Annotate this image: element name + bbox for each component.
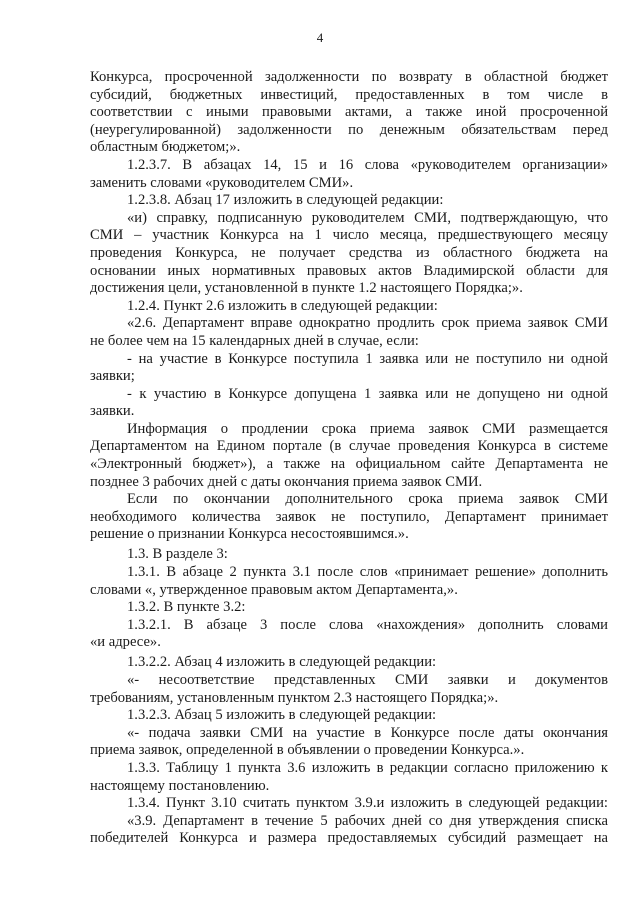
text-line: 1.3.4. Пункт 3.10 считать пунктом 3.9.и изложить в следующей редакции: [127, 795, 608, 812]
text-line: СМИ – участник Конкурса на 1 число месяца, предшествующего месяцу [90, 227, 608, 244]
document-body [90, 69, 608, 848]
text-line: «3.9. Департамент в течение 5 рабочих дней со дня утверждения списка [127, 812, 608, 829]
text-line: 1.2.3.8. Абзац 17 изложить в следующей редакции: [127, 192, 444, 209]
text-line: Департаментом на Едином портале (в случае проведения Конкурса в системе [90, 438, 608, 455]
text-line: Если по окончании дополнительного срока приема заявок СМИ [127, 491, 608, 508]
text-line: 1.3.2.2. Абзац 4 изложить в следующей редакции: [127, 654, 437, 671]
text-line: «и) справку, подписанную руководителем СМИ, подтверждающую, что [127, 209, 608, 226]
text-line: Конкурса, просроченной задолженности по возврату в областной бюджет [90, 69, 608, 85]
text-line: субсидий, бюджетных инвестиций, предоставленных в том числе в [90, 86, 608, 103]
text-line: «Электронный бюджет»), а также на официальном сайте Департамента не [90, 456, 608, 473]
text-line: 1.3.2.1. В абзаце 3 после слова «нахождения» дополнить словами [127, 616, 608, 633]
text-line: 1.2.4. Пункт 2.6 изложить в следующей редакции: [127, 297, 438, 314]
text-line: не более чем на 15 календарных дней в случае, если: [90, 332, 419, 349]
text-line: основании иных нормативных правовых актов Владимирской области для [90, 262, 608, 279]
text-line: 1.2.3.7. В абзацах 14, 15 и 16 слова «руководителем организации» [127, 156, 608, 173]
text-line: «- несоответствие представленных СМИ заявки и документов [127, 671, 608, 688]
text-line: - на участие в Конкурсе поступила 1 заявка или не поступило ни одной [127, 350, 608, 367]
text-line: проведения Конкурса, не получает средства из областного бюджета на [90, 244, 608, 261]
text-line: областным бюджетом;». [90, 139, 241, 156]
text-line: 1.3.2. В пункте 3.2: [127, 599, 246, 616]
text-line: словами «, утвержденное правовым актом Департамента,». [90, 581, 458, 598]
text-line: - к участию в Конкурсе допущена 1 заявка или не допущено ни одной [127, 385, 608, 402]
text-line: соответствии с иными правовыми актами, а также иной просроченной [90, 104, 608, 121]
text-line: достижения цели, установленной в пункте 1.2 настоящего Порядка;». [90, 280, 523, 297]
text-line: 1.3.1. В абзаце 2 пункта 3.1 после слов «принимает решение» дополнить [127, 564, 608, 581]
text-line: (неурегулированной) задолженности по денежным обязательствам перед [90, 121, 608, 138]
text-line: «и адресе». [90, 634, 161, 651]
text-line: заменить словами «руководителем СМИ». [90, 174, 354, 191]
text-line: 1.3. В разделе 3: [127, 546, 228, 563]
text-line: победителей Конкурса и размера предоставляемых субсидий размещает на [90, 830, 608, 847]
text-line: «- подача заявки СМИ на участие в Конкурсе после даты окончания [127, 724, 608, 741]
text-line: 1.3.3. Таблицу 1 пункта 3.6 изложить в редакции согласно приложению к [127, 759, 608, 776]
text-line: Информация о продлении срока приема заявок СМИ размещается [127, 420, 608, 437]
text-line: решение о признании Конкурса несостоявшимся.». [90, 526, 409, 543]
text-line: «2.6. Департамент вправе однократно продлить срок приема заявок СМИ [127, 315, 608, 332]
page-number: 4 [316, 30, 324, 45]
text-line: приема заявок, определенной в объявлении о проведении Конкурса.». [90, 742, 525, 759]
text-line: необходимого количества заявок не поступило, Департамент принимает [90, 508, 608, 525]
text-line: заявки; [90, 368, 135, 385]
text-line: заявки. [90, 403, 135, 420]
text-line: настоящему постановлению. [90, 777, 270, 794]
text-line: требованиям, установленным пунктом 2.3 настоящего Порядка;». [90, 689, 499, 706]
text-line: 1.3.2.3. Абзац 5 изложить в следующей редакции: [127, 707, 437, 724]
text-line: позднее 3 рабочих дней с даты окончания приема заявок СМИ. [90, 473, 483, 490]
